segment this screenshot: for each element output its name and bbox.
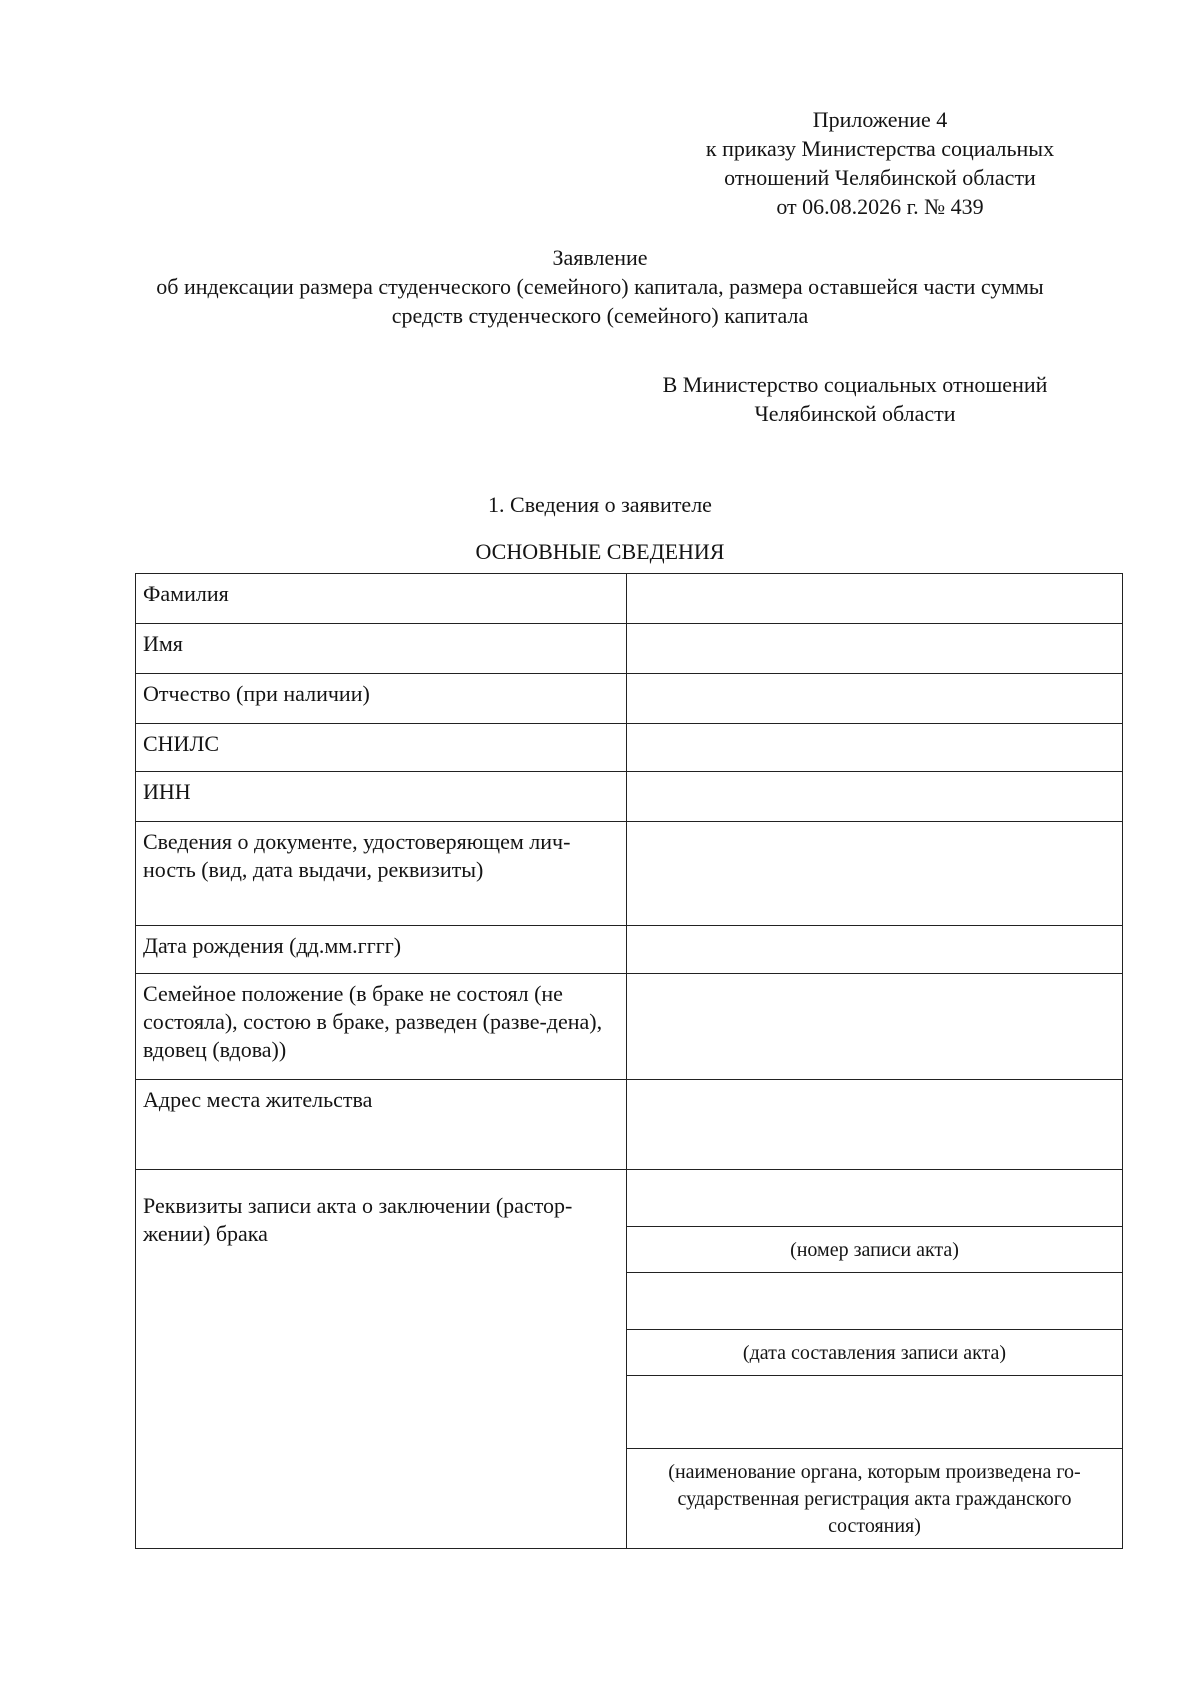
addressee-line: В Министерство социальных отношений bbox=[662, 372, 1048, 397]
document-title bbox=[0, 243, 1200, 330]
section-heading: 1. Сведения о заявителе bbox=[488, 492, 712, 517]
addressee-block bbox=[620, 370, 1090, 428]
title-line: об индексации размера студенческого (семейного) капитала, размера оставшейся части суммы bbox=[156, 274, 1044, 299]
appendix-block bbox=[600, 105, 1160, 221]
record-date-caption: (дата составления записи акта) bbox=[627, 1330, 1122, 1376]
table-row bbox=[136, 822, 1123, 926]
table-row bbox=[136, 926, 1123, 974]
table-row bbox=[136, 724, 1123, 772]
patronymic-field[interactable] bbox=[627, 674, 1123, 724]
row-label: Отчество (при наличии) bbox=[136, 674, 627, 724]
identity-document-field[interactable] bbox=[627, 822, 1123, 926]
table-row bbox=[136, 772, 1123, 822]
registration-authority-caption: (наименование органа, которым произведена го-сударственная регистрация акта гражданского состояния) bbox=[668, 1461, 1081, 1537]
registration-authority-field[interactable] bbox=[627, 1376, 1122, 1449]
appendix-line: Приложение 4 bbox=[812, 107, 948, 132]
marital-status-field[interactable] bbox=[627, 974, 1123, 1080]
name-field[interactable] bbox=[627, 624, 1123, 674]
appendix-line: от 06.08.2026 г. № 439 bbox=[776, 194, 984, 219]
birth-date-field[interactable] bbox=[627, 926, 1123, 974]
appendix-line: к приказу Министерства социальных bbox=[705, 136, 1055, 161]
snils-field[interactable] bbox=[627, 724, 1123, 772]
row-label: Адрес места жительства bbox=[136, 1080, 627, 1170]
addressee-line: Челябинской области bbox=[754, 401, 956, 426]
appendix-line: отношений Челябинской области bbox=[724, 165, 1036, 190]
row-label: Имя bbox=[136, 624, 627, 674]
surname-field[interactable] bbox=[627, 574, 1123, 624]
record-date-field[interactable] bbox=[627, 1273, 1122, 1330]
table-row bbox=[136, 1080, 1123, 1170]
table-row bbox=[136, 1170, 1123, 1549]
record-number-field[interactable] bbox=[627, 1170, 1122, 1227]
row-label: Фамилия bbox=[136, 574, 627, 624]
table-row bbox=[136, 624, 1123, 674]
row-label: Реквизиты записи акта о заключении (растор-жении) брака bbox=[136, 1170, 627, 1549]
row-label: Дата рождения (дд.мм.гггг) bbox=[136, 926, 627, 974]
table-row bbox=[136, 974, 1123, 1080]
table-row bbox=[136, 674, 1123, 724]
inn-field[interactable] bbox=[627, 772, 1123, 822]
row-label: СНИЛС bbox=[136, 724, 627, 772]
row-label: Семейное положение (в браке не состоял (не состояла), состою в браке, разведен (разве-дена), вдовец (вдова)) bbox=[136, 974, 627, 1080]
applicant-info-table bbox=[135, 573, 1123, 1549]
title-line: средств студенческого (семейного) капитала bbox=[391, 303, 809, 328]
residence-address-field[interactable] bbox=[627, 1080, 1123, 1170]
table-heading: ОСНОВНЫЕ СВЕДЕНИЯ bbox=[475, 539, 725, 564]
row-label: Сведения о документе, удостоверяющем лич-ность (вид, дата выдачи, реквизиты) bbox=[136, 822, 627, 926]
row-label: ИНН bbox=[136, 772, 627, 822]
marriage-record-block bbox=[627, 1170, 1123, 1549]
table-row bbox=[136, 574, 1123, 624]
title-main: Заявление bbox=[552, 245, 648, 270]
record-number-caption: (номер записи акта) bbox=[627, 1227, 1122, 1273]
